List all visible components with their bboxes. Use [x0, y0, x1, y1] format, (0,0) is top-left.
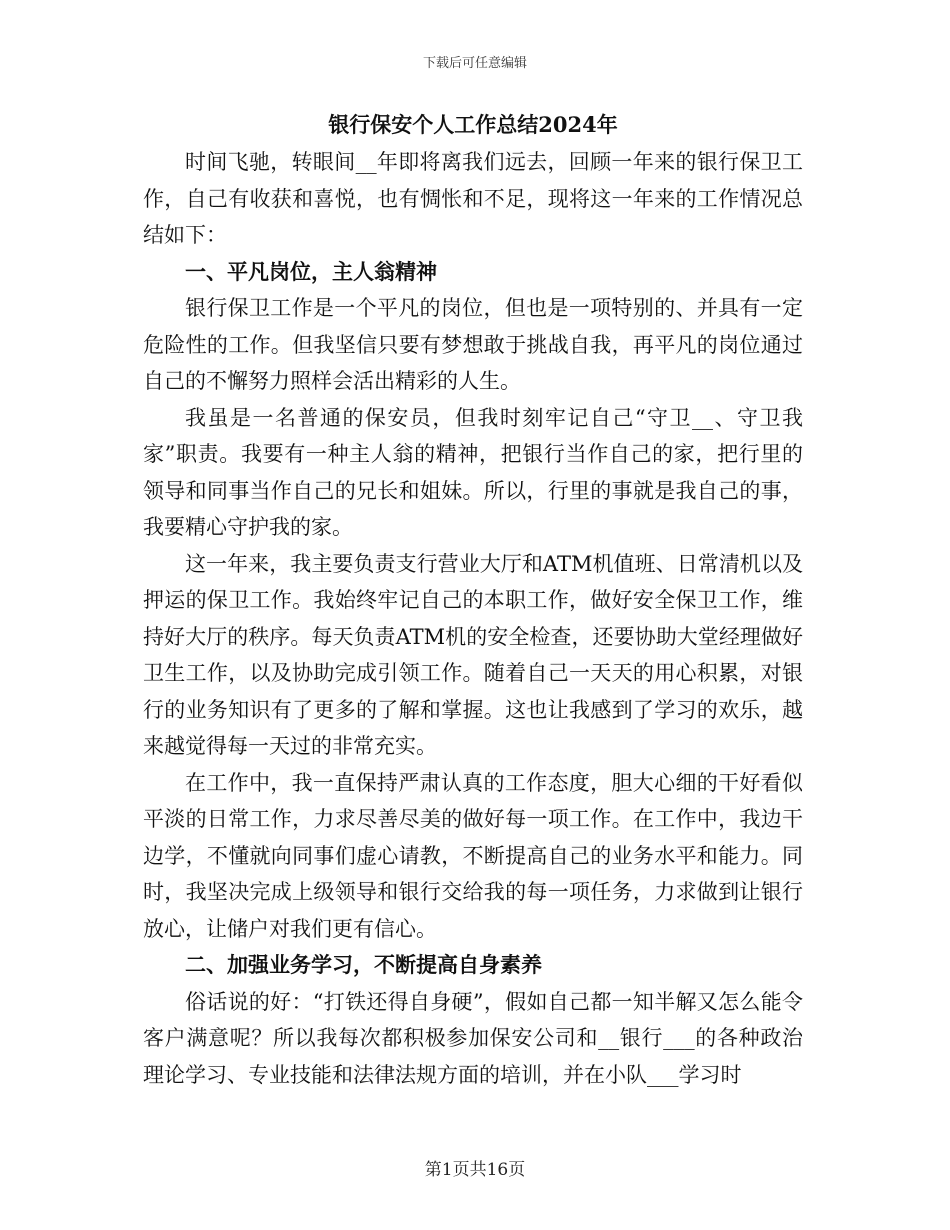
- paragraph-intro: 时间飞驰，转眼间__年即将离我们远去，回顾一年来的银行保卫工作，自己有收获和喜悦，也有惆怅和不足，现将这一年来的工作情况总结如下：: [143, 150, 803, 247]
- paragraph: 这一年来，我主要负责支行营业大厅和ATM机值班、日常清机以及押运的保卫工作。我始终牢记自己的本职工作，做好安全保卫工作，维持好大厅的秩序。每天负责ATM机的安全检查，还要协助大堂经理做好卫生工作，以及协助完成引领工作。随着自己一天天的用心积累，对银行的业务知识有了更多的了解和掌握。这也让我感到了学习的欢乐，越来越觉得每一天过的非常充实。: [143, 551, 803, 758]
- section-heading-1: 一、平凡岗位，主人翁精神: [185, 258, 437, 284]
- paragraph: 俗话说的好：“打铁还得自身硬”，假如自己都一知半解又怎么能令客户满意呢？所以我每次都积极参加保安公司和__银行___的各种政治理论学习、专业技能和法律法规方面的培训，并在小队___学习时: [143, 989, 803, 1087]
- paragraph: 我虽是一名普通的保安员，但我时刻牢记自己“守卫__、守卫我家”职责。我要有一种主人翁的精神，把银行当作自己的家，把行里的领导和同事当作自己的兄长和姐妹。所以，行里的事就是我自己的事，我要精心守护我的家。: [143, 405, 803, 539]
- header-note: 下载后可任意编辑: [422, 56, 527, 71]
- section-heading-2: 二、加强业务学习，不断提高自身素养: [185, 952, 542, 977]
- document-title: 银行保安个人工作总结2024年: [328, 112, 618, 137]
- paragraph: 在工作中，我一直保持严肃认真的工作态度，胆大心细的干好看似平淡的日常工作，力求尽善尽美的做好每一项工作。在工作中，我边干边学，不懂就向同事们虚心请教，不断提高自己的业务水平和能力。同时，我坚决完成上级领导和银行交给我的每一项任务，力求做到让银行放心，让储户对我们更有信心。: [143, 770, 803, 941]
- page-number: 第1页共16页: [424, 1160, 526, 1180]
- paragraph: 银行保卫工作是一个平凡的岗位，但也是一项特别的、并具有一定危险性的工作。但我坚信只要有梦想敢于挑战自我，再平凡的岗位通过自己的不懈努力照样会活出精彩的人生。: [143, 296, 803, 393]
- document-body: [143, 108, 803, 1093]
